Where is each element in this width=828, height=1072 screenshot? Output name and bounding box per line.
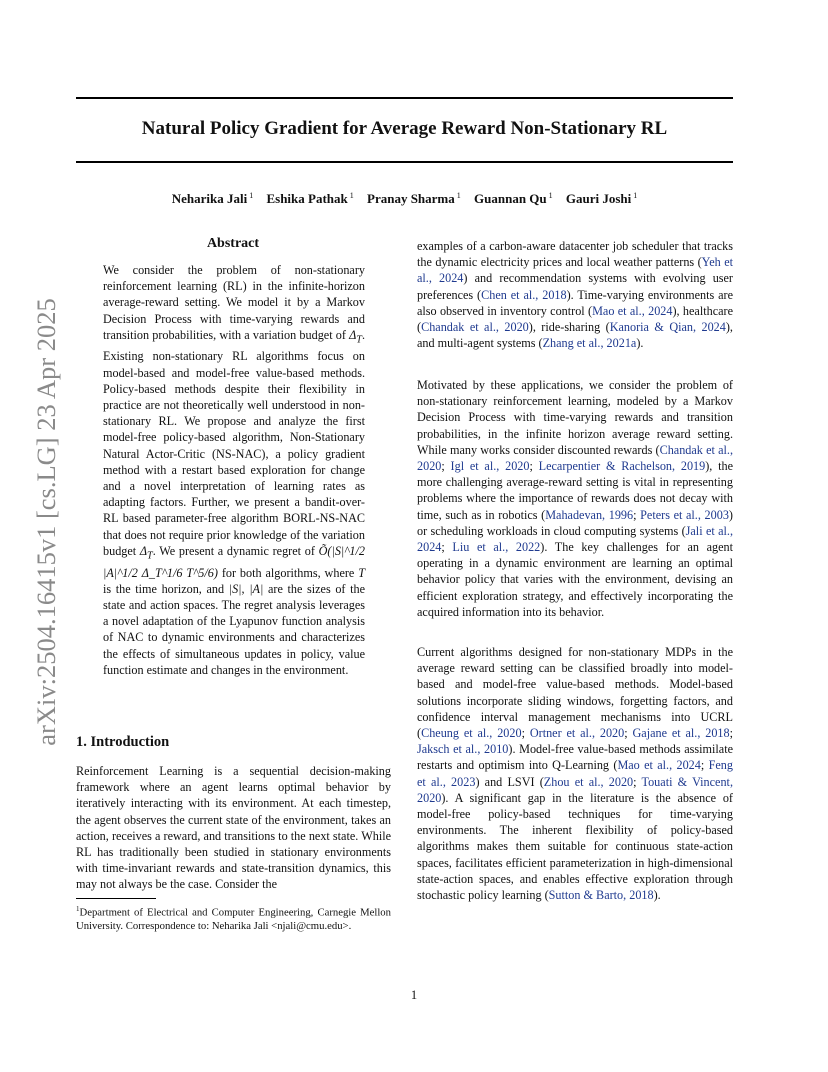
citation-link[interactable]: Cheung et al., 2020 xyxy=(421,726,522,741)
citation-link[interactable]: Sutton & Barto, 2018 xyxy=(548,888,654,903)
author: Guannan Qu $^1$ xyxy=(474,191,553,206)
citation-link[interactable]: Chandak et al., 2020 xyxy=(417,442,733,474)
citation-link[interactable]: Zhang et al., 2021a xyxy=(542,336,637,351)
citation-link[interactable]: Mao et al., 2024 xyxy=(592,303,673,318)
citation-link[interactable]: Yeh et al., 2024 xyxy=(417,255,733,286)
author: Neharika Jali $^1$ xyxy=(171,191,254,206)
citation-link[interactable]: Mahadevan, 1996 xyxy=(545,507,634,522)
paper-title: Natural Policy Gradient for Average Reward Non-Stationary RL xyxy=(141,118,668,139)
author-list xyxy=(76,191,733,207)
citation-link[interactable]: Ortner et al., 2020 xyxy=(529,726,625,741)
body-paragraph: Current algorithms designed for non-stationary MDPs in the average reward setting can be classified broadly into model-based and model-free value-based methods. Model-based solutions incorporate sliding windows, forgetting factors, and confidence interval management mechanisms into UCRL (Cheung et al., 2020; Ortner et al., 2020; Gajane et al., 2018; Jaksch et al., 2010). Model-free value-based methods assimilate restarts and optimism into Q-Learning (Mao et al., 2024; Feng et al., 2023) and LSVI (Zhou et al., 2020; Touati & Vincent, 2020). A significant gap in the literature is the absence of model-free policy-based techniques for time-varying environments. The inherent flexibility of policy-based algorithms makes them suitable for continuous state-action spaces, facilitates efficient parameterization in high-dimensional state-action spaces, and enables effective exploration through stochastic policy learning (Sutton & Barto, 2018). xyxy=(417,645,733,903)
math-time-horizon: T xyxy=(358,565,365,580)
arxiv-watermark: arXiv:2504.16415v1 [cs.LG] 23 Apr 2025 xyxy=(31,298,61,746)
citation-link[interactable]: Jali et al., 2024 xyxy=(417,523,734,555)
citation-link[interactable]: Peters et al., 2003 xyxy=(640,507,729,522)
page-number: 1 xyxy=(410,988,418,1002)
math-state-space: |S| xyxy=(228,581,242,596)
math-variation-budget: $\Delta_T$ xyxy=(349,327,362,346)
math-variation-budget: $\Delta_T$ xyxy=(139,543,153,562)
citation-link[interactable]: Mao et al., 2024 xyxy=(617,758,701,773)
abstract-text: We consider the problem of non-stationary reinforcement learning (RL) in the infinite-horizon average-reward setting. We model it by a Markov Decision Process with time-varying rewards and transition probabilities, with a variation budget of $\Delta_T$. Existing non-stationary RL algorithms focus on model-based and model-free value-based methods. Policy-based methods despite their flexibility in practice are not theoretically well understood in non-stationary RL. We propose and analyze the first model-free policy-based algorithm, Non-Stationary Natural Actor-Critic (NS-NAC), a policy gradient method with a restart based exploration for change and a novel interpretation of learning rates as adapting factors. Further, we present a bandit-over-RL based parameter-free algorithm BORL-NS-NAC that does not require prior knowledge of the variation budget $\Delta_T$. We present a dynamic regret of Õ(|S|^1/2 |A|^1/2 Δ_T^1/6 T^5/6) for both algorithms, where T is the time horizon, and |S|, |A| are the sizes of the state and action spaces. The regret analysis leverages a novel adaptation of the Lyapunov function analysis of NAC to dynamic environments and characterizes the effects of simultaneous updates in policy, value function estimate and changes in the environment. xyxy=(103,263,366,677)
citation-link[interactable]: Lecarpentier & Rachelson, 2019 xyxy=(538,459,706,474)
citation-link[interactable]: Jaksch et al., 2010 xyxy=(417,742,509,757)
author: Eshika Pathak $^1$ xyxy=(266,191,354,206)
section-heading-introduction: 1. Introduction xyxy=(76,734,170,750)
title-top-rule xyxy=(76,97,733,99)
citation-link[interactable]: Zhou et al., 2020 xyxy=(543,774,634,789)
author: Pranay Sharma $^1$ xyxy=(367,191,461,206)
title-bottom-rule xyxy=(76,161,733,163)
citation-link[interactable]: Igl et al., 2020 xyxy=(450,459,530,474)
author: Gauri Joshi $^1$ xyxy=(565,191,638,206)
math-regret-bound: Õ(|S|^1/2 |A|^1/2 Δ_T^1/6 T^5/6) xyxy=(103,543,365,580)
citation-link[interactable]: Kanoria & Qian, 2024 xyxy=(609,320,726,335)
body-paragraph: Motivated by these applications, we consider the problem of non-stationary reinforcement learning, modeled by a Markov Decision Process with time-varying rewards and transition probabilities, in the infinite horizon average reward setting. While many works consider discounted rewards (Chandak et al., 2020; Igl et al., 2020; Lecarpentier & Rachelson, 2019), the more challenging average-reward setting is vital in representing problems where the importance of rewards does not decay with time, such as in robotics (Mahadevan, 1996; Peters et al., 2003) or scheduling workloads in cloud computing systems (Jali et al., 2024; Liu et al., 2022). The key challenges for an agent operating in a dynamic environment are learning an optimal behavior policy that varies with the environment, devising an efficient exploration strategy, and effectively incorporating the acquired information into its behavior. xyxy=(417,378,734,619)
citation-link[interactable]: Gajane et al., 2018 xyxy=(632,726,730,741)
intro-paragraph: Reinforcement Learning is a sequential decision-making framework where an agent learns optimal behavior by iteratively interacting with its environment. At each timestep, the agent observes the current state of the environment, takes an action, receives a reward, and transitions to the next state. While RL has traditionally been studied in stationary environments with time-invariant rewards and state-transition dynamics, this may not always be the case. Consider the xyxy=(76,764,391,892)
affiliation-footnote: $^1$Department of Electrical and Computer Engineering, Carnegie Mellon University. Correspondence to: Neharika Jali <njali@cmu.edu>. xyxy=(76,905,391,933)
citation-link[interactable]: Chandak et al., 2020 xyxy=(421,320,529,335)
abstract-heading: Abstract xyxy=(206,236,260,251)
citation-link[interactable]: Touati & Vincent, 2020 xyxy=(417,774,733,805)
citation-link[interactable]: Chen et al., 2018 xyxy=(481,287,567,302)
citation-link[interactable]: Feng et al., 2023 xyxy=(417,758,733,789)
footnote-rule xyxy=(76,898,156,899)
citation-link[interactable]: Liu et al., 2022 xyxy=(452,540,541,555)
math-action-space: |A| xyxy=(249,581,264,596)
body-paragraph: examples of a carbon-aware datacenter job scheduler that tracks the dynamic electricity prices and local weather patterns (Yeh et al., 2024) and recommendation systems with evolving user preferences (Chen et al., 2018). Time-varying environments are also observed in inventory control (Mao et al., 2024), healthcare (Chandak et al., 2020), ride-sharing (Kanoria & Qian, 2024), and multi-agent systems (Zhang et al., 2021a). xyxy=(417,239,733,351)
